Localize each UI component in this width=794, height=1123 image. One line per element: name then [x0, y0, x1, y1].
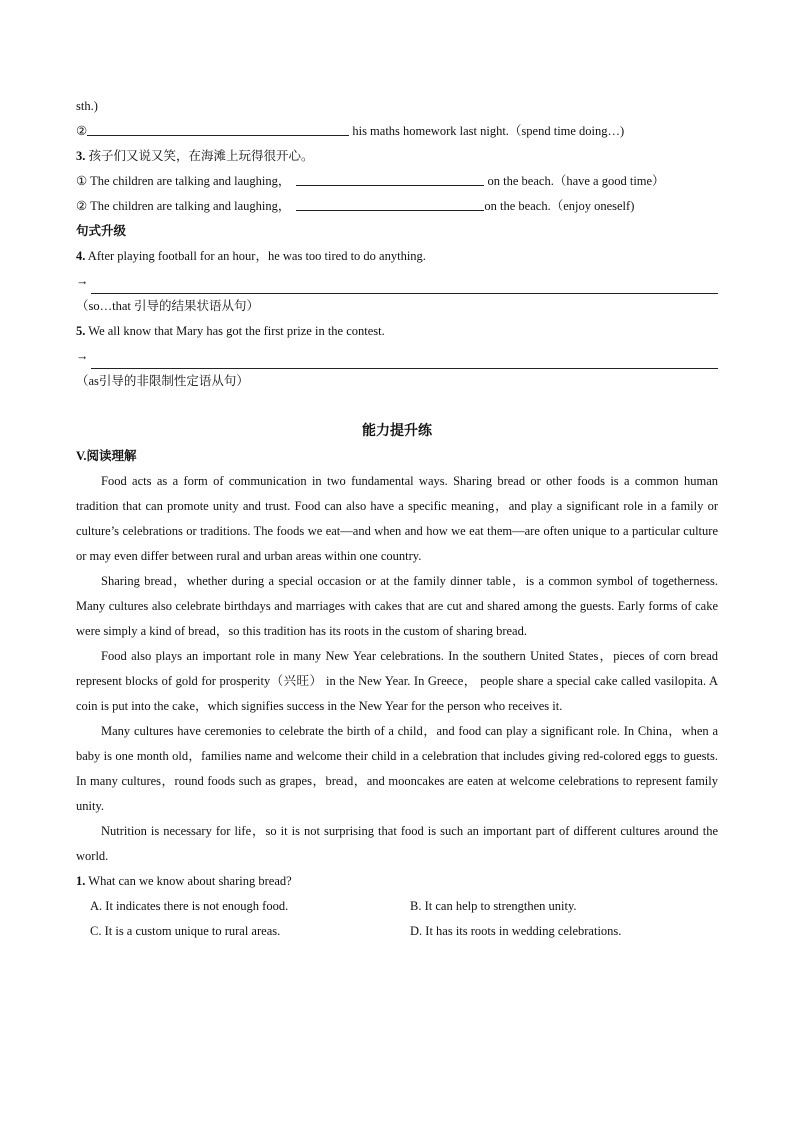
question-5: [76, 319, 718, 344]
exercise-2-line-b: [76, 119, 718, 144]
part-title: 能力提升练: [362, 424, 432, 439]
spacer: [76, 394, 718, 419]
question-4-answer-line: [76, 269, 718, 294]
reading-paragraph: Food also plays an important role in many New Year celebrations. In the southern United States，pieces of corn bread represent blocks of gold for prosperity（兴旺） in the New Year. In Greece， people share a special cake called vasilopita. A coin is put into the cake，which signifies success in the New Year for the person who receives it.: [76, 649, 718, 713]
option-b[interactable]: B. It can help to strengthen unity.: [410, 899, 577, 913]
section-heading-sentence-upgrade: 句式升级: [76, 224, 127, 238]
answer-blank[interactable]: [296, 171, 484, 186]
sentence-lead: The children are talking and laughing，: [87, 174, 291, 188]
sentence-tail: on the beach.（have a good time）: [484, 174, 665, 188]
arrow-icon: →: [76, 349, 89, 363]
question-number: 1.: [76, 874, 86, 888]
question-text: After playing football for an hour，he was too tired to do anything.: [85, 249, 426, 263]
question-3-line-a: [76, 169, 718, 194]
question-3-line-b: [76, 194, 718, 219]
question-prompt-chinese: 孩子们又说又笑，在海滩上玩得很开心。: [85, 149, 314, 163]
question-number: 3.: [76, 149, 86, 163]
question-5-hint: （as引导的非限制性定语从句）: [76, 374, 249, 388]
question-1-options: [76, 894, 718, 944]
answer-blank[interactable]: [91, 352, 719, 369]
answer-blank[interactable]: [91, 277, 719, 294]
question-1-stem: [76, 869, 718, 894]
sentence-tail: on the beach.（enjoy oneself): [484, 199, 635, 213]
option-c[interactable]: C. It is a custom unique to rural areas.: [90, 924, 281, 938]
reading-heading: V.阅读理解: [76, 449, 137, 463]
marker-circled-2: ②: [76, 124, 88, 138]
option-d[interactable]: D. It has its roots in wedding celebrations.: [410, 924, 622, 938]
worksheet-page: [76, 94, 718, 944]
option-a[interactable]: A. It indicates there is not enough food.: [90, 899, 289, 913]
question-number: 4.: [76, 249, 86, 263]
marker-circled-1: ①: [76, 174, 88, 188]
question-number: 5.: [76, 324, 86, 338]
answer-blank[interactable]: [87, 121, 349, 136]
reading-paragraph: Many cultures have ceremonies to celebrate the birth of a child，and food can play a significant role. In China，when a baby is one month old，families name and welcome their child in a celebration that includes giving red-colored eggs to guests. In many cultures，round foods such as grapes，bread，and mooncakes are eaten at welcome celebrations to represent family unity.: [76, 724, 718, 813]
reading-paragraph: Sharing bread，whether during a special occasion or at the family dinner table，is a common symbol of togetherness. Many cultures also celebrate birthdays and marriages with cakes that are cut and shared among the guests. Early forms of cake were simply a kind of bread，so this tradition has its roots in the custom of sharing bread.: [76, 574, 718, 638]
sentence-tail: his maths homework last night.（spend time doing…): [349, 124, 625, 138]
arrow-icon: →: [76, 274, 89, 288]
sentence-lead: The children are talking and laughing，: [87, 199, 291, 213]
question-5-answer-line: [76, 344, 718, 369]
question-4-hint: （so…that 引导的结果状语从句）: [76, 299, 259, 313]
continued-text: sth.): [76, 99, 98, 113]
marker-circled-2: ②: [76, 199, 88, 213]
question-4: [76, 244, 718, 269]
answer-blank[interactable]: [296, 196, 484, 211]
continued-line: [76, 94, 718, 119]
question-text: What can we know about sharing bread?: [85, 874, 292, 888]
question-3-prompt: [76, 144, 718, 169]
reading-paragraph: Food acts as a form of communication in two fundamental ways. Sharing bread or other foods is a common human tradition that can promote unity and trust. Food can also have a specific meaning，and play a significant role in a family or culture’s celebrations or traditions. The foods we eat—and when and how we eat them—are often unique to a particular culture or may even differ between rural and urban areas within one country.: [76, 474, 718, 563]
reading-paragraph: Nutrition is necessary for life，so it is not surprising that food is such an important part of different cultures around the world.: [76, 824, 718, 863]
question-text: We all know that Mary has got the first prize in the contest.: [85, 324, 385, 338]
